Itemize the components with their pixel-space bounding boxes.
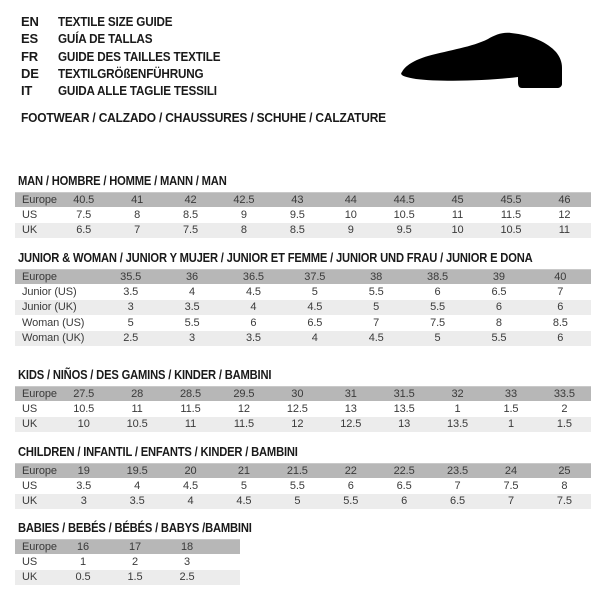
size-cell: 21 — [237, 465, 250, 478]
size-cell: 5 — [311, 286, 318, 299]
size-cell: 12.5 — [340, 418, 362, 431]
size-cell: 39 — [492, 271, 505, 284]
size-cell: 40.5 — [73, 194, 95, 207]
size-cell: 32 — [451, 388, 464, 401]
size-cell: 2.5 — [179, 571, 195, 584]
size-cell: 3.5 — [76, 480, 92, 493]
size-cell: 40 — [554, 271, 567, 284]
size-cell: 12 — [558, 209, 571, 222]
size-cell: 11 — [451, 209, 464, 222]
size-cell: 36 — [186, 271, 199, 284]
row-label: UK — [22, 495, 38, 508]
section-kids — [15, 368, 591, 432]
size-cell: 1.5 — [556, 418, 572, 431]
size-cell: 42 — [184, 194, 197, 207]
section-man — [15, 174, 591, 238]
language-title: GUIDA ALLE TAGLIE TESSILI — [58, 83, 217, 99]
size-cell: 4.5 — [368, 332, 384, 345]
row-label: Junior (UK) — [22, 301, 77, 314]
size-cell: 10.5 — [500, 224, 522, 237]
size-cell: 3 — [183, 556, 191, 569]
row-label: UK — [22, 571, 38, 584]
row-label: Europe — [22, 271, 57, 284]
size-cell: 8 — [495, 316, 502, 329]
size-cell: 5 — [373, 301, 380, 314]
size-cell: 3.5 — [123, 286, 139, 299]
size-cell: 6 — [250, 316, 257, 329]
language-row — [21, 82, 238, 99]
language-row — [21, 65, 238, 82]
size-cell: 8 — [561, 480, 568, 493]
size-cell: 17 — [128, 541, 142, 554]
size-cell: 7.5 — [183, 224, 199, 237]
size-cell: 5.5 — [368, 286, 384, 299]
size-cell: 8 — [240, 224, 247, 237]
size-cell: 6 — [495, 301, 502, 314]
size-cell: 4 — [311, 332, 318, 345]
size-cell: 10 — [77, 418, 90, 431]
size-cell: 2 — [131, 556, 139, 569]
size-cell: 3.5 — [129, 495, 145, 508]
size-cell: 2 — [561, 403, 568, 416]
size-cell: 6 — [401, 495, 408, 508]
table-row — [15, 192, 591, 207]
language-code: ES — [21, 31, 38, 47]
size-cell: 6 — [557, 332, 564, 345]
row-label: UK — [22, 418, 38, 431]
table-row — [15, 463, 591, 478]
size-cell: 44.5 — [393, 194, 415, 207]
size-cell: 6.5 — [396, 480, 412, 493]
size-cell: 1 — [507, 418, 514, 431]
language-code: EN — [21, 14, 39, 30]
size-cell: 8.5 — [183, 209, 199, 222]
size-cell: 10.5 — [73, 403, 95, 416]
size-cell: 1.5 — [503, 403, 519, 416]
size-cell: 5.5 — [491, 332, 507, 345]
size-cell: 7.5 — [430, 316, 446, 329]
language-code: DE — [21, 66, 39, 82]
table-row — [15, 269, 591, 284]
size-cell: 19 — [77, 465, 90, 478]
language-title: TEXTILGRÖßENFÜHRUNG — [58, 66, 204, 82]
size-cell: 7 — [507, 495, 514, 508]
table-row — [15, 494, 591, 509]
size-cell: 6 — [557, 301, 564, 314]
table-row — [15, 417, 591, 432]
size-cell: 28.5 — [180, 388, 202, 401]
size-cell: 5.5 — [184, 316, 200, 329]
language-row — [21, 48, 238, 65]
size-cell: 20 — [184, 465, 197, 478]
table-title: KIDS / NIÑOS / DES GAMINS / KINDER / BAMBINI — [18, 367, 272, 382]
size-cell: 10 — [344, 209, 357, 222]
size-cell: 45 — [451, 194, 464, 207]
size-cell: 3 — [80, 495, 87, 508]
size-cell: 6.5 — [307, 316, 323, 329]
size-cell: 10.5 — [393, 209, 415, 222]
language-title: TEXTILE SIZE GUIDE — [58, 14, 173, 30]
table-row — [15, 570, 240, 585]
size-table — [15, 269, 591, 346]
language-title: GUIDE DES TAILLES TEXTILE — [58, 48, 221, 64]
language-code: IT — [21, 83, 33, 99]
row-label: Woman (US) — [22, 316, 85, 329]
language-list — [21, 13, 238, 99]
size-cell: 8.5 — [289, 224, 305, 237]
table-row — [15, 331, 591, 346]
size-cell: 45.5 — [500, 194, 522, 207]
size-cell: 27.5 — [73, 388, 95, 401]
table-row — [15, 315, 591, 330]
size-cell: 4.5 — [245, 286, 261, 299]
size-cell: 5.5 — [289, 480, 305, 493]
size-cell: 35.5 — [120, 271, 142, 284]
size-cell: 4 — [250, 301, 257, 314]
table-title: MAN / HOMBRE / HOMME / MANN / MAN — [18, 173, 227, 188]
size-cell: 9.5 — [396, 224, 412, 237]
size-cell: 7 — [134, 224, 141, 237]
size-cell: 11.5 — [233, 418, 255, 431]
size-cell: 33 — [504, 388, 517, 401]
size-cell: 4.5 — [307, 301, 323, 314]
table-title: JUNIOR & WOMAN / JUNIOR Y MUJER / JUNIOR ET FEMME / JUNIOR UND FRAU / JUNIOR E DONA — [18, 250, 533, 265]
size-cell: 7.5 — [76, 209, 92, 222]
size-cell: 13 — [398, 418, 411, 431]
size-cell: 5 — [434, 332, 441, 345]
size-cell: 16 — [76, 541, 90, 554]
size-cell: 9.5 — [289, 209, 305, 222]
row-label: Europe — [22, 541, 57, 554]
size-cell: 30 — [291, 388, 304, 401]
size-cell: 22.5 — [393, 465, 415, 478]
size-cell: 3.5 — [184, 301, 200, 314]
size-cell: 4 — [134, 480, 141, 493]
size-table — [15, 386, 591, 432]
size-cell: 44 — [344, 194, 357, 207]
size-cell: 33.5 — [553, 388, 575, 401]
size-table — [15, 463, 591, 509]
size-cell: 9 — [240, 209, 247, 222]
size-cell: 11.5 — [180, 403, 201, 416]
row-label: US — [22, 403, 38, 416]
table-row — [15, 478, 591, 493]
size-cell: 13 — [344, 403, 357, 416]
size-cell: 1 — [454, 403, 461, 416]
size-cell: 22 — [344, 465, 357, 478]
size-cell: 6.5 — [76, 224, 92, 237]
size-cell: 1 — [79, 556, 87, 569]
size-cell: 4 — [189, 286, 196, 299]
size-cell: 42.5 — [233, 194, 255, 207]
table-row — [15, 223, 591, 238]
size-cell: 4 — [187, 495, 194, 508]
language-row — [21, 30, 238, 47]
size-cell: 5 — [127, 316, 134, 329]
language-row — [21, 13, 238, 30]
row-label: Europe — [22, 194, 57, 207]
size-cell: 11 — [184, 418, 197, 431]
size-cell: 31 — [344, 388, 357, 401]
size-cell: 13.5 — [393, 403, 415, 416]
size-cell: 12 — [237, 403, 250, 416]
size-cell: 7 — [454, 480, 461, 493]
size-cell: 5 — [240, 480, 247, 493]
size-cell: 21.5 — [286, 465, 308, 478]
size-cell: 19.5 — [126, 465, 148, 478]
size-cell: 3 — [127, 301, 134, 314]
size-cell: 10 — [451, 224, 464, 237]
size-cell: 8 — [134, 209, 141, 222]
row-label: UK — [22, 224, 38, 237]
size-cell: 5.5 — [343, 495, 359, 508]
size-cell: 43 — [291, 194, 304, 207]
size-cell: 25 — [558, 465, 571, 478]
shoe-icon — [398, 28, 582, 96]
row-label: US — [22, 209, 38, 222]
size-cell: 7 — [373, 316, 380, 329]
size-cell: 11 — [558, 224, 570, 237]
size-cell: 0.5 — [75, 571, 91, 584]
row-label: US — [22, 556, 38, 569]
row-label: Europe — [22, 465, 57, 478]
table-row — [15, 284, 591, 299]
table-title: CHILDREN / INFANTIL / ENFANTS / KINDER / BAMBINI — [18, 444, 298, 459]
section-children — [15, 445, 591, 509]
table-row — [15, 386, 591, 401]
size-cell: 4.5 — [236, 495, 252, 508]
size-cell: 11 — [131, 403, 143, 416]
size-cell: 6.5 — [450, 495, 466, 508]
section-junior-woman — [15, 251, 591, 346]
language-code: FR — [21, 48, 38, 64]
size-cell: 6 — [347, 480, 354, 493]
row-label: Junior (US) — [22, 286, 77, 299]
language-title: GUÍA DE TALLAS — [58, 31, 153, 47]
row-label: Europe — [22, 388, 57, 401]
table-row — [15, 207, 591, 222]
size-cell: 10.5 — [126, 418, 148, 431]
size-cell: 18 — [180, 541, 194, 554]
row-label: US — [22, 480, 38, 493]
size-cell: 3 — [189, 332, 196, 345]
size-cell: 13.5 — [447, 418, 469, 431]
size-cell: 7.5 — [556, 495, 572, 508]
size-cell: 24 — [504, 465, 517, 478]
size-cell: 4.5 — [183, 480, 199, 493]
size-cell: 3.5 — [245, 332, 261, 345]
size-cell: 37.5 — [304, 271, 326, 284]
size-cell: 1.5 — [127, 571, 143, 584]
size-cell: 5.5 — [430, 301, 446, 314]
size-cell: 38 — [370, 271, 383, 284]
size-table — [15, 192, 591, 238]
size-cell: 41 — [131, 194, 144, 207]
size-cell: 36.5 — [242, 271, 264, 284]
size-cell: 7 — [557, 286, 564, 299]
size-cell: 23.5 — [447, 465, 469, 478]
table-row — [15, 554, 240, 569]
size-cell: 2.5 — [123, 332, 139, 345]
size-cell: 6 — [434, 286, 441, 299]
size-table — [15, 539, 240, 585]
size-cell: 38.5 — [427, 271, 449, 284]
table-row — [15, 401, 591, 416]
size-cell: 12.5 — [286, 403, 308, 416]
table-row — [15, 539, 240, 554]
size-cell: 29.5 — [233, 388, 255, 401]
size-cell: 9 — [347, 224, 354, 237]
size-cell: 6.5 — [491, 286, 507, 299]
size-cell: 46 — [558, 194, 571, 207]
size-cell: 12 — [291, 418, 304, 431]
row-label: Woman (UK) — [22, 332, 85, 345]
size-cell: 28 — [131, 388, 144, 401]
size-cell: 11.5 — [500, 209, 522, 222]
size-cell: 7.5 — [503, 480, 519, 493]
category-heading: FOOTWEAR / CALZADO / CHAUSSURES / SCHUHE / CALZATURE — [21, 110, 386, 125]
section-babies — [15, 520, 252, 585]
table-row — [15, 300, 591, 315]
size-cell: 31.5 — [393, 388, 415, 401]
table-title: BABIES / BEBÉS / BÉBÉS / BABYS /BAMBINI — [18, 520, 252, 535]
size-cell: 8.5 — [552, 316, 568, 329]
size-cell: 5 — [294, 495, 301, 508]
